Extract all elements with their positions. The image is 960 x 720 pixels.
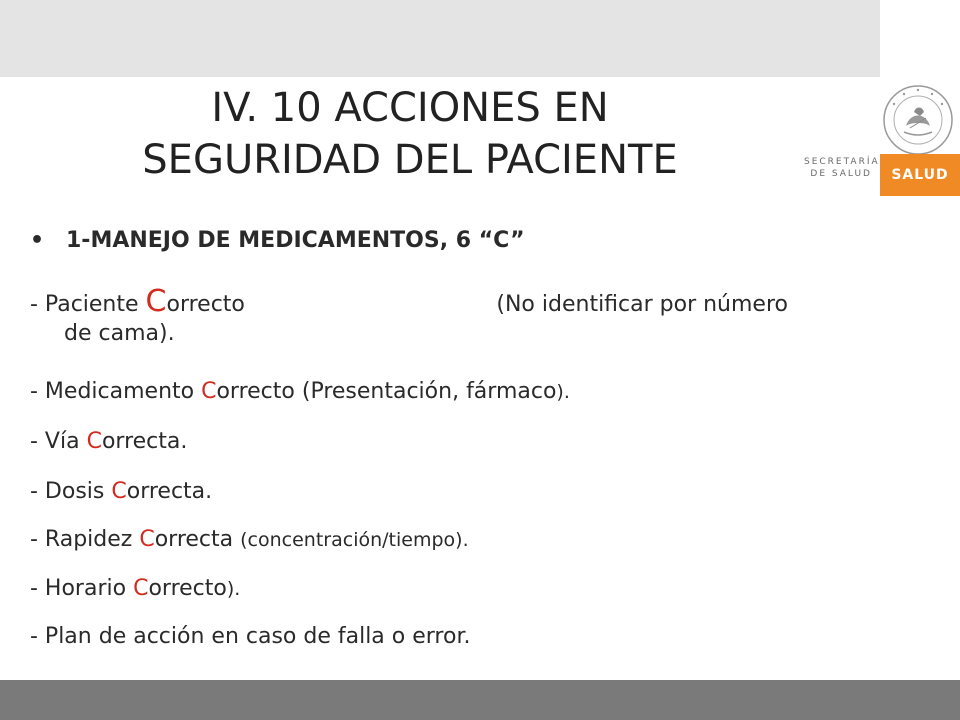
title-line1: IV. 10 ACCIONES EN <box>211 85 609 131</box>
item-rest: orrecta. <box>126 479 213 504</box>
list-item-horario <box>30 576 240 601</box>
list-item-medicamento <box>30 379 570 404</box>
item-continuation: de cama). <box>64 321 175 346</box>
item-prefix: - Vía <box>30 429 87 454</box>
title-line2: SEGURIDAD DEL PACIENTE <box>142 137 678 183</box>
bullet: • <box>30 228 45 253</box>
mexican-seal-icon <box>880 82 956 158</box>
item-c-letter: C <box>111 479 127 504</box>
bottom-band <box>0 680 960 720</box>
list-item-via <box>30 429 187 454</box>
secretaria-line1: SECRETARÍA <box>804 157 880 167</box>
salud-label: SALUD <box>891 167 949 183</box>
list-item-rapidez <box>30 527 469 552</box>
top-band <box>0 0 880 77</box>
item-note: (No identificar por número <box>496 292 788 317</box>
item-prefix: - Paciente <box>30 292 139 317</box>
subheading-text: 1-MANEJO DE MEDICAMENTOS, 6 “C” <box>66 228 525 253</box>
item-prefix: - Horario <box>30 576 134 601</box>
item-rest: orrecto (Presentación, fármaco <box>216 379 557 404</box>
secretaria-line2: DE SALUD <box>810 169 872 179</box>
list-item-paciente <box>30 284 788 346</box>
list-item-plan <box>30 624 470 649</box>
item-text: - Plan de acción en caso de falla o error. <box>30 624 471 649</box>
item-rest: orrecto <box>166 292 245 317</box>
item-prefix: - Medicamento <box>30 379 202 404</box>
item-rest: orrecto <box>148 576 227 601</box>
item-rest: orrecta <box>154 527 241 552</box>
item-c-letter: C <box>133 576 149 601</box>
secretaria-de-salud-label <box>804 156 880 180</box>
item-tail: ). <box>455 529 469 551</box>
item-rest: orrecta. <box>101 429 188 454</box>
item-prefix: - Rapidez <box>30 527 140 552</box>
slide-title <box>60 82 760 186</box>
item-tail: ). <box>556 381 570 403</box>
item-c-letter: C <box>145 284 167 319</box>
item-prefix: - Dosis <box>30 479 112 504</box>
item-c-letter: C <box>139 527 155 552</box>
subheading <box>30 228 525 253</box>
list-item-dosis <box>30 479 212 504</box>
item-c-letter: C <box>201 379 217 404</box>
item-tail: ). <box>226 578 241 600</box>
item-c-letter: C <box>86 429 102 454</box>
item-note: (concentración/tiempo <box>240 529 456 551</box>
salud-badge <box>880 154 960 196</box>
